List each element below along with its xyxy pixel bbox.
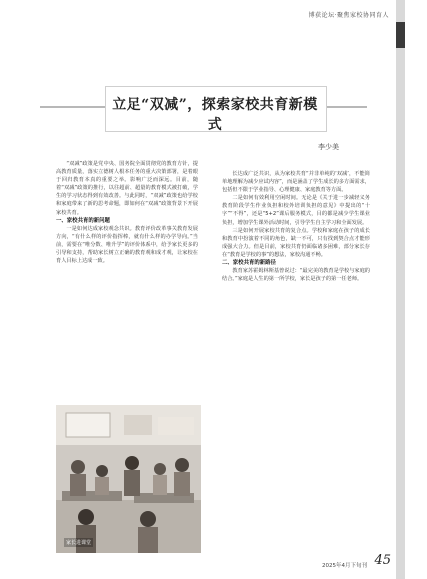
right-text-column [222, 170, 370, 560]
body-paragraph: 三是如何开展家校共育的复合点。学校和家庭在孩子的成长和教育中扮演着不同的角色，缺一不可，只有找到契合点才能形成强大合力。但是目前，家校共育仍面临诸多困难，部分家长存在“教育是学校的事”的想法，家校沟通不畅。 [222, 227, 370, 258]
section-heading: 一、家校共育的新问题 [56, 217, 110, 224]
article-author: 李少美 [318, 143, 339, 151]
side-bar-marker [396, 22, 405, 48]
photo-caption: 家长进课堂 [66, 540, 92, 546]
body-paragraph: 一是如何达成家校观念共识。教育评价改革事关教育发展方向，“有什么样的评价指挥棒，就有什么样的办学导向。”当前，需要在“唯分数、唯升学”的评价体系中，给予家长更多的引导和支持，帮助家长树立正确的教育观和成才观，让家校在育人目标上达成一致。 [56, 225, 198, 265]
body-paragraph: 教育家苏霍姆林斯基曾说过：“最完美的教育是学校与家庭的结合。”家庭是人生的第一所学校，家长是孩子的第一任老师。 [222, 268, 370, 283]
body-paragraph: 长达成广泛共识，从为家校共育“并非单纯的‘双减’，不能简单地理解为减少应试内容”，而是涵盖了学生成长的多方面需求，包括但不限于学业指导、心理健康、家庭教育等方面。 [222, 171, 370, 194]
side-color-bar [396, 0, 405, 579]
body-paragraph: “双减”政策是党中央、国务院全面贯彻党的教育方针，提高教育质量，落实立德树人根本任务的重大决策部署，是着眼于回归教育本真的重要之举。影响广泛而深远。目前，随着“双减”政策的推行，以往超前、超量的教育模式被打破，学生的学习状态得到有效改善。与此同时，“双减”政策也给学校和家庭带来了新的思考命题，即如何在“双减”政策背景下开展家校共育。 [56, 161, 198, 216]
column-header: 博获论坛·聚焦家校协同育人 [308, 12, 389, 19]
article-title: 立足“双减”，探索家校共育新模式 [112, 97, 318, 133]
issue-label: 2025年4月下旬刊 [322, 563, 367, 569]
article-photo [56, 405, 201, 553]
body-paragraph: 二是如何有效利用空闲时间。无论是《关于进一步减轻义务教育阶段学生作业负担和校外培训负担的意见》中提出的“十字”“不得”，还是“5+2”课后服务模式，目的都是减少学生课业负担，增加学生课外活动时间，引导学生自主学习和全面发展。 [222, 195, 370, 226]
classroom-photo-illustration [56, 405, 201, 553]
section-heading: 二、家校共育的新路径 [222, 260, 276, 267]
page-number: 45 [374, 553, 391, 568]
